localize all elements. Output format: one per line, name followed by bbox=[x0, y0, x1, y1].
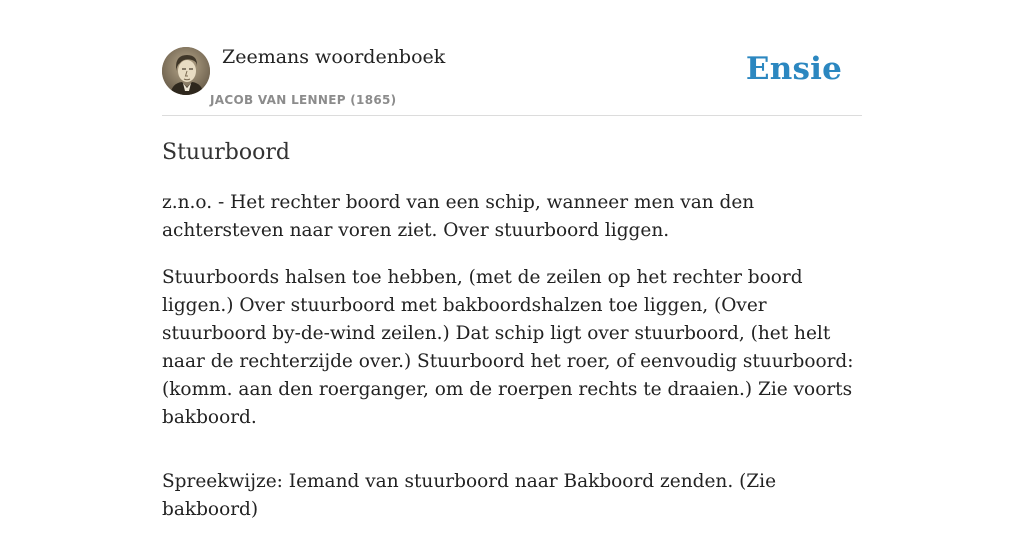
idiom-paragraph: Spreekwijze: Iemand van stuurboord naar Bakboord zenden. (Zie bakboord) bbox=[162, 471, 777, 520]
entry-card bbox=[162, 40, 862, 543]
portrait-icon bbox=[162, 47, 210, 95]
entry-definition bbox=[162, 189, 862, 524]
ensie-logo-link[interactable]: Ensie bbox=[745, 51, 842, 87]
definition-paragraph: z.n.o. - Het rechter boord van een schip, wanneer men van den achtersteven naar voren ziet. Over stuurboord liggen. bbox=[162, 192, 755, 241]
author-portrait-avatar[interactable] bbox=[162, 47, 210, 95]
definition-paragraph: Stuurboords halsen toe hebben, (met de zeilen op het rechter boord liggen.) Over stuurboord met bakboordshalzen toe liggen, (Over stuurboord by-de-wind zeilen.) Dat schip ligt over stuurboord, (het helt naar de rechterzijde over.) Stuurboord het roer, of eenvoudig stuurboord: (komm. aan den roerganger, om de roerpen rechts te draaien.) Zie voorts bakboord. bbox=[162, 267, 854, 428]
dictionary-header bbox=[162, 40, 862, 116]
book-author: JACOB VAN LENNEP (1865) bbox=[210, 93, 397, 107]
entry-term: Stuurboord bbox=[162, 140, 290, 165]
book-title[interactable]: Zeemans woordenboek bbox=[222, 46, 446, 68]
